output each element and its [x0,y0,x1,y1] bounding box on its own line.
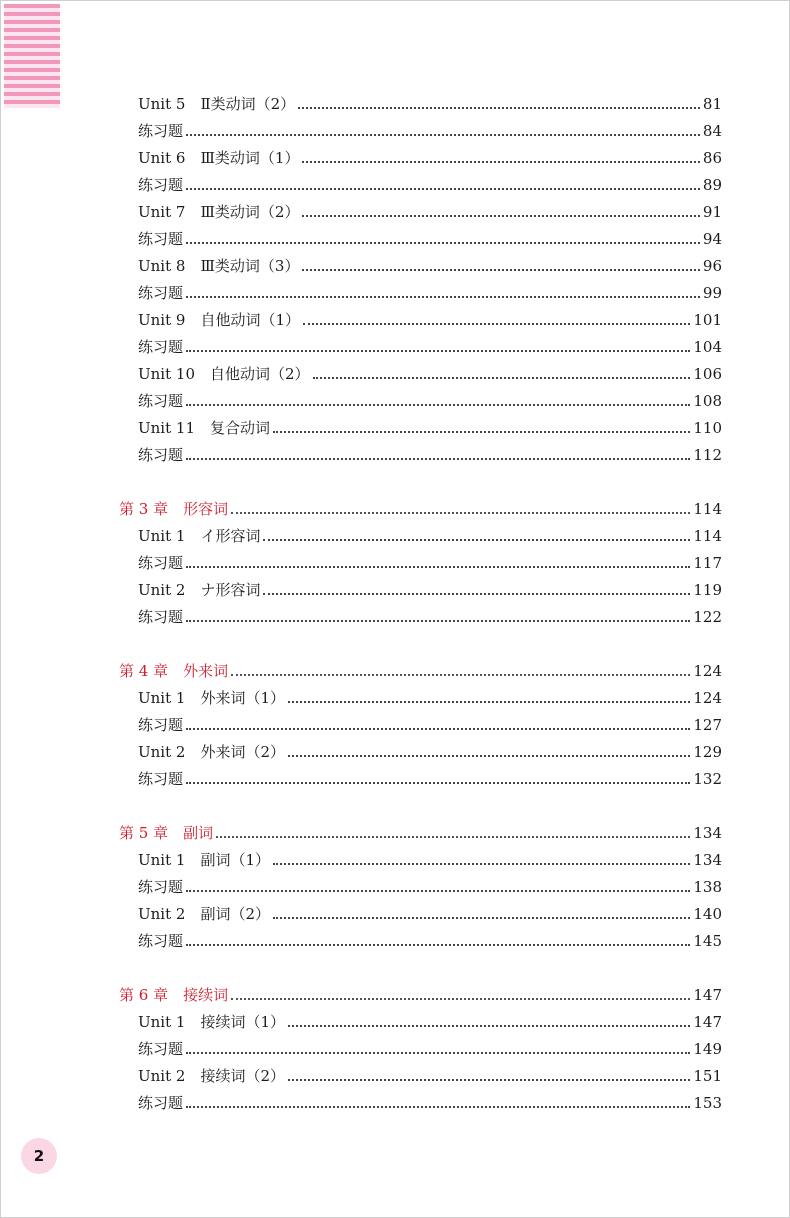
toc-page-number: 86 [702,149,722,167]
unit-title: 练习题 [138,878,184,896]
toc-page-number: 106 [693,365,722,383]
toc-page-number: 84 [702,122,722,140]
toc-unit-row[interactable] [119,1031,722,1058]
toc-page-number: 119 [693,581,722,599]
unit-title: Unit 2 接续词（2） [138,1067,285,1085]
toc-unit-row[interactable] [119,167,722,194]
toc-unit-row[interactable] [119,680,722,707]
toc-page-number: 81 [702,95,722,113]
dot-leader [186,943,690,946]
toc-unit-row[interactable] [119,437,722,464]
toc-unit-row[interactable] [119,248,722,275]
toc-page-number: 147 [693,986,722,1004]
toc-unit-row[interactable] [119,221,722,248]
dot-leader [186,1105,690,1108]
dot-leader [313,376,691,379]
toc-chapter-row[interactable] [119,491,722,518]
unit-title: 练习题 [138,176,184,194]
chapter-title: 第 3 章 形容词 [119,500,229,518]
toc-page-number: 153 [693,1094,722,1112]
unit-title: 练习题 [138,716,184,734]
table-of-contents [119,86,722,1112]
toc-unit-row[interactable] [119,302,722,329]
dot-leader [186,781,690,784]
dot-leader [186,619,690,622]
page-number: 2 [33,1147,45,1165]
dot-leader [273,916,690,919]
toc-unit-row[interactable] [119,140,722,167]
toc-unit-row[interactable] [119,599,722,626]
unit-title: Unit 10 自他动词（2） [138,365,310,383]
dot-leader [302,214,699,217]
unit-title: 练习题 [138,122,184,140]
toc-page-number: 127 [693,716,722,734]
unit-title: 练习题 [138,932,184,950]
dot-leader [298,106,700,109]
chapter-title: 第 4 章 外来词 [119,662,229,680]
toc-unit-row[interactable] [119,410,722,437]
toc-unit-row[interactable] [119,1085,722,1112]
dot-leader [186,241,700,244]
toc-chapter-row[interactable] [119,977,722,1004]
toc-unit-row[interactable] [119,194,722,221]
toc-page-number: 108 [693,392,722,410]
unit-title: Unit 2 ナ形容词 [138,581,261,599]
dot-leader [273,862,690,865]
chapter-title: 第 5 章 副词 [119,824,214,842]
toc-unit-row[interactable] [119,275,722,302]
unit-title: 练习题 [138,1040,184,1058]
unit-title: 练习题 [138,608,184,626]
toc-unit-row[interactable] [119,869,722,896]
dot-leader [263,538,690,541]
chapter-title: 第 6 章 接续词 [119,986,229,1004]
toc-page-number: 122 [693,608,722,626]
unit-title: Unit 11 复合动词 [138,419,270,437]
unit-title: Unit 1 接续词（1） [138,1013,285,1031]
toc-page-number: 117 [693,554,722,572]
dot-leader [186,403,690,406]
toc-chapter-row[interactable] [119,653,722,680]
toc-page-number: 134 [693,824,722,842]
unit-title: Unit 1 外来词（1） [138,689,285,707]
toc-unit-row[interactable] [119,923,722,950]
toc-page-number: 104 [693,338,722,356]
toc-unit-row[interactable] [119,734,722,761]
corner-stripe-decoration [4,4,60,108]
dot-leader [186,889,690,892]
toc-page-number: 149 [693,1040,722,1058]
unit-title: 练习题 [138,392,184,410]
page-number-badge [21,1138,57,1174]
dot-leader [186,295,700,298]
toc-unit-row[interactable] [119,113,722,140]
toc-unit-row[interactable] [119,1004,722,1031]
toc-page-number: 101 [693,311,722,329]
unit-title: 练习题 [138,338,184,356]
toc-page-number: 124 [693,662,722,680]
toc-page-number: 114 [693,527,722,545]
unit-title: Unit 1 副词（1） [138,851,270,869]
toc-page-number: 134 [693,851,722,869]
unit-title: 练习题 [138,446,184,464]
toc-page-number: 147 [693,1013,722,1031]
toc-page-number: 110 [693,419,722,437]
unit-title: 练习题 [138,230,184,248]
dot-leader [288,700,690,703]
dot-leader [263,592,690,595]
dot-leader [288,1078,690,1081]
toc-unit-row[interactable] [119,1058,722,1085]
dot-leader [186,1051,690,1054]
dot-leader [186,133,700,136]
dot-leader [231,997,690,1000]
unit-title: Unit 2 外来词（2） [138,743,285,761]
toc-page-number: 94 [702,230,722,248]
unit-title: Unit 8 Ⅲ类动词（3） [138,257,300,275]
dot-leader [288,1024,690,1027]
dot-leader [303,322,690,325]
dot-leader [302,268,699,271]
toc-unit-row[interactable] [119,86,722,113]
toc-page-number: 151 [693,1067,722,1085]
dot-leader [186,349,690,352]
dot-leader [288,754,690,757]
unit-title: Unit 1 イ形容词 [138,527,261,545]
toc-unit-row[interactable] [119,356,722,383]
unit-title: Unit 7 Ⅲ类动词（2） [138,203,300,221]
dot-leader [302,160,699,163]
dot-leader [186,457,690,460]
unit-title: 练习题 [138,770,184,788]
toc-chapter-row[interactable] [119,815,722,842]
unit-title: 练习题 [138,554,184,572]
unit-title: 练习题 [138,1094,184,1112]
unit-title: Unit 6 Ⅲ类动词（1） [138,149,300,167]
toc-page-number: 89 [702,176,722,194]
dot-leader [186,187,700,190]
dot-leader [186,565,690,568]
toc-unit-row[interactable] [119,842,722,869]
toc-unit-row[interactable] [119,707,722,734]
unit-title: Unit 2 副词（2） [138,905,270,923]
dot-leader [186,727,690,730]
toc-page-number: 140 [693,905,722,923]
toc-unit-row[interactable] [119,383,722,410]
toc-unit-row[interactable] [119,761,722,788]
toc-unit-row[interactable] [119,329,722,356]
toc-page-number: 96 [702,257,722,275]
dot-leader [231,673,690,676]
unit-title: Unit 5 Ⅱ类动词（2） [138,95,296,113]
toc-unit-row[interactable] [119,545,722,572]
unit-title: Unit 9 自他动词（1） [138,311,300,329]
dot-leader [231,511,690,514]
toc-page-number: 138 [693,878,722,896]
toc-page-number: 99 [702,284,722,302]
toc-unit-row[interactable] [119,572,722,599]
toc-page-number: 132 [693,770,722,788]
toc-page-number: 129 [693,743,722,761]
toc-page-number: 112 [693,446,722,464]
toc-unit-row[interactable] [119,518,722,545]
dot-leader [273,430,690,433]
toc-unit-row[interactable] [119,896,722,923]
unit-title: 练习题 [138,284,184,302]
toc-page-number: 114 [693,500,722,518]
toc-page-number: 145 [693,932,722,950]
dot-leader [216,835,690,838]
toc-page-number: 124 [693,689,722,707]
toc-page-number: 91 [702,203,722,221]
